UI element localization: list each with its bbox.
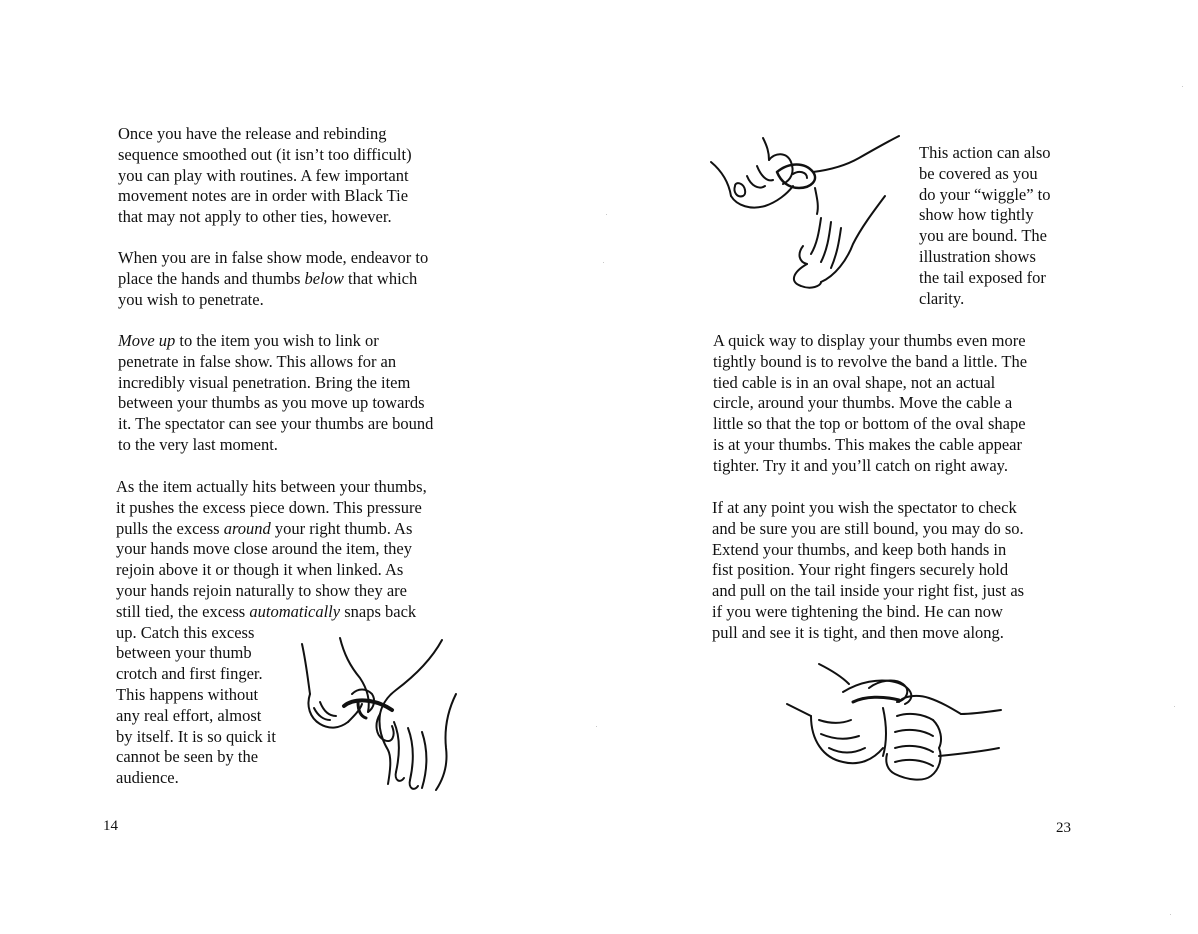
illustration-thumbs-catching-excess [296,632,466,802]
text-run: you can play with routines. A few important [118,165,409,185]
italic-run: Move up [118,331,176,350]
text-run: tighter. Try it and you’ll catch on right away. [713,455,1008,475]
text-run: your right thumb. As [270,518,413,538]
text-run: you are bound. The [919,226,1047,246]
text-line [116,498,427,519]
text-line [713,373,1027,394]
text-run: and be sure you are still bound, you may do so. [712,518,1024,538]
text-run: If at any point you wish the spectator to check [712,498,1017,517]
text-run: the tail exposed for [919,267,1046,287]
paragraph-release-sequence [118,124,412,228]
text-line [712,602,1024,623]
text-line [118,373,433,394]
text-line [919,143,1051,164]
text-run: penetrate in false show. This allows for an [118,351,397,371]
text-run: your hands rejoin naturally to show they are [116,580,407,600]
scan-speck [603,262,604,263]
text-line [116,602,427,623]
page-number: 14 [103,818,118,834]
text-line [116,539,427,560]
text-run: illustration shows [919,246,1036,266]
text-run: still tied, the excess [116,601,250,621]
text-run: show how tightly [919,205,1034,225]
text-line [919,268,1051,289]
text-line [118,269,428,290]
text-line [712,560,1024,581]
text-line [919,164,1051,185]
paragraph-wiggle [919,143,1051,309]
text-line [713,393,1027,414]
right-page [599,0,1198,934]
text-run: do your “wiggle” to [919,184,1051,204]
scan-speck [1182,86,1183,87]
text-run: little so that the top or bottom of the oval shape [713,414,1026,434]
text-run: that which [343,268,418,288]
text-line [713,352,1027,373]
paragraph-false-show-mode [118,248,428,310]
text-run: A quick way to display your thumbs even more [713,331,1026,350]
text-run: any real effort, almost [116,705,262,725]
paragraph-spectator-check [712,498,1024,644]
page-number: 23 [1056,820,1071,836]
text-line [713,331,1027,352]
text-line [118,124,412,145]
text-run: rejoin above it or though it when linked. As [116,560,404,580]
text-run: and pull on the tail inside your right fist, just as [712,581,1025,601]
text-run: is at your thumbs. This makes the cable appear [713,434,1022,454]
text-line [919,247,1051,268]
text-run: crotch and first finger. [116,664,263,684]
text-run: place the hands and thumbs [118,268,305,288]
text-line [116,477,427,498]
paragraph-move-up [118,331,433,456]
text-run: tightly bound is to revolve the band a little. The [713,351,1028,371]
text-run: audience. [116,768,179,788]
italic-run: around [223,518,271,538]
text-line [712,498,1024,519]
text-line [713,414,1027,435]
text-run: pull and see it is tight, and then move along. [712,622,1004,642]
scan-speck [596,726,597,727]
text-run: your hands move close around the item, they [116,539,413,559]
text-run: it. The spectator can see your thumbs are bound [118,414,434,434]
italic-run: below [304,268,344,288]
text-run: snaps back [340,601,417,621]
text-line [919,205,1051,226]
text-line [713,435,1027,456]
text-line [118,435,433,456]
text-run: to the item you wish to link or [175,331,379,350]
text-line [118,166,412,187]
text-line [118,290,428,311]
text-run: circle, around your thumbs. Move the cable a [713,393,1013,413]
italic-run: automatically [249,601,341,621]
text-line [118,352,433,373]
text-run: clarity. [919,288,965,308]
text-run: When you are in false show mode, endeavor to [118,248,429,267]
text-run: tied cable is in an oval shape, not an actual [713,372,996,392]
text-run: between your thumbs as you move up towards [118,393,425,413]
text-line [712,623,1024,644]
text-line [712,581,1024,602]
text-run: between your thumb [116,643,252,663]
text-line [713,456,1027,477]
illustration-fists-extended [783,662,1008,782]
text-run: fist position. Your right fingers securely hold [712,560,1009,580]
paragraph-revolve-band [713,331,1027,477]
text-run: it pushes the excess piece down. This pressure [116,497,422,517]
text-run: pulls the excess [116,518,224,538]
text-run: As the item actually hits between your thumbs, [116,477,427,496]
text-run: by itself. It is so quick it [116,726,276,746]
text-run: This action can also [919,143,1051,162]
text-line [919,289,1051,310]
scan-speck [606,214,607,215]
text-run: you wish to penetrate. [118,289,264,309]
text-run: Once you have the release and rebinding [118,124,387,143]
text-run: cannot be seen by the [116,747,259,767]
text-run: up. Catch this excess [116,622,255,642]
text-line [116,519,427,540]
text-line [118,414,433,435]
text-line [919,185,1051,206]
illustration-tail-exposed [707,132,907,292]
text-line [118,145,412,166]
text-line [116,581,427,602]
text-run: that may not apply to other ties, however. [118,207,392,227]
text-line [116,560,427,581]
text-line [712,519,1024,540]
text-run: This happens without [116,684,259,704]
text-run: if you were tightening the bind. He can now [712,601,1003,621]
scan-speck [1174,706,1175,707]
text-line [118,186,412,207]
text-line [118,248,428,269]
text-run: be covered as you [919,163,1038,183]
text-run: incredibly visual penetration. Bring the item [118,372,411,392]
text-run: Extend your thumbs, and keep both hands in [712,539,1007,559]
text-run: to the very last moment. [118,434,278,454]
text-line [919,226,1051,247]
text-line [712,540,1024,561]
text-line [118,331,433,352]
text-run: movement notes are in order with Black Tie [118,186,409,206]
text-line [118,393,433,414]
text-line [118,207,412,228]
text-run: sequence smoothed out (it isn’t too difficult) [118,144,412,164]
scan-speck [1170,914,1171,915]
